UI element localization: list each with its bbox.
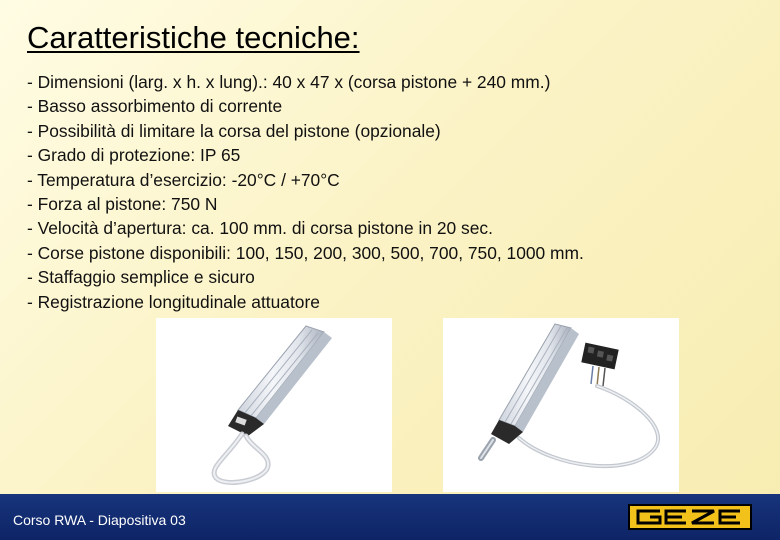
spec-item: - Dimensioni (larg. x h. x lung).: 40 x 47 x (corsa pistone + 240 mm.) [27, 72, 551, 92]
spec-item: - Staffaggio semplice e sicuro [27, 267, 255, 288]
spec-item: - Possibilità di limitare la corsa del pistone (opzionale) [27, 120, 441, 141]
spec-item: - Forza al pistone: 750 N [27, 194, 218, 215]
slide-title: Caratteristiche tecniche: [27, 20, 360, 55]
spec-item: - Basso assorbimento di corrente [27, 96, 283, 117]
footer-bar [0, 494, 780, 540]
actuator-photo-right [443, 318, 679, 492]
spec-item: - Registrazione longitudinale attuatore [27, 291, 320, 312]
actuator-photo-left [156, 318, 392, 492]
spec-item: - Corse pistone disponibili: 100, 150, 200, 300, 500, 700, 750, 1000 mm. [27, 242, 584, 263]
spec-item: - Temperatura d’esercizio: -20°C / +70°C [27, 169, 340, 190]
spec-list [27, 70, 584, 314]
footer-text: Corso RWA - Diapositiva 03 [13, 512, 186, 528]
geze-logo [628, 504, 752, 530]
spec-item: - Grado di protezione: IP 65 [27, 145, 241, 166]
spec-item: - Velocità d’apertura: ca. 100 mm. di corsa pistone in 20 sec. [27, 218, 493, 239]
